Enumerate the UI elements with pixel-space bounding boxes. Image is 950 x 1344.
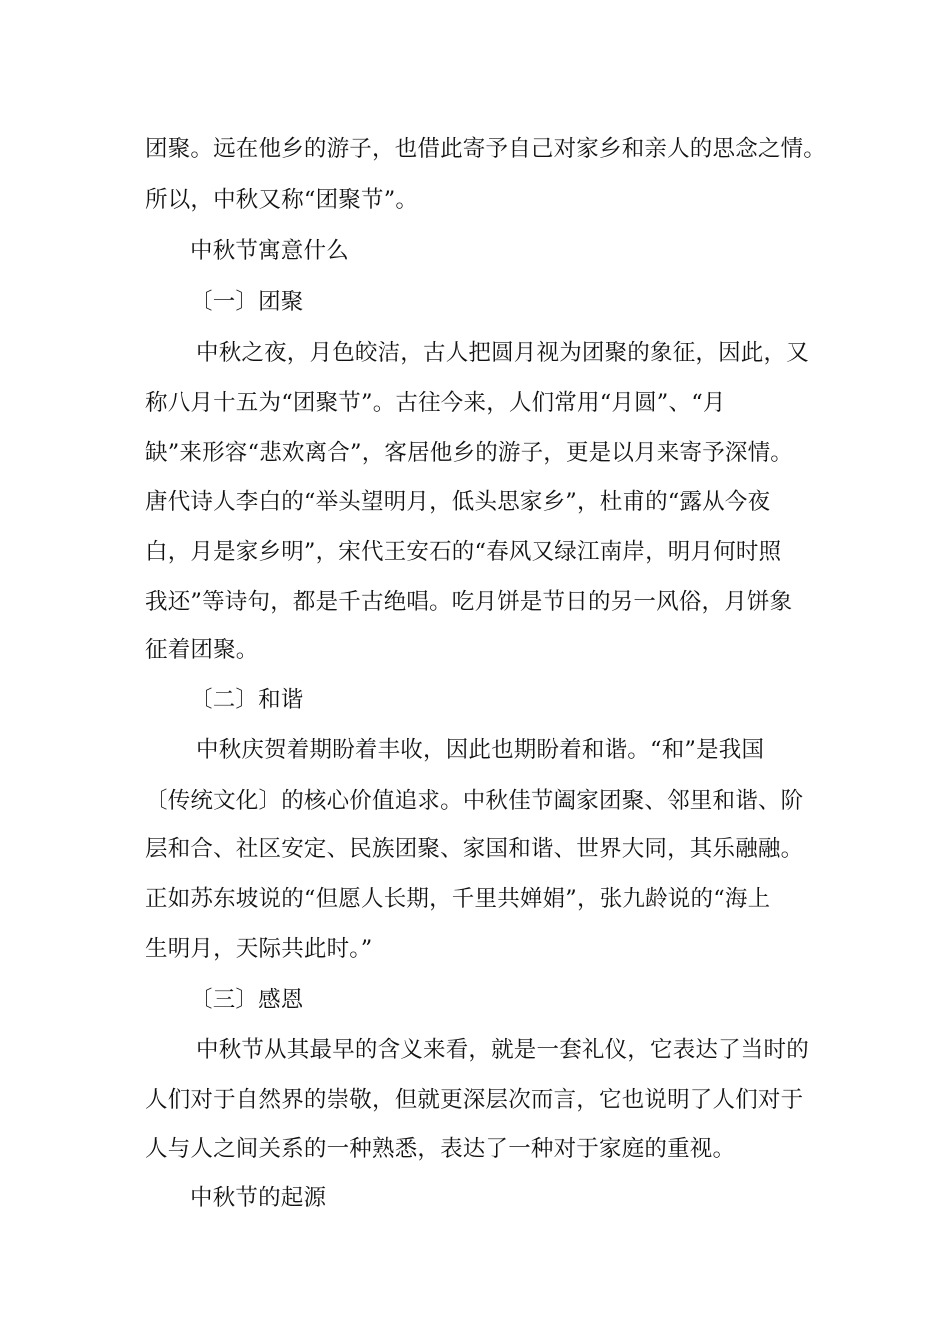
subsection-heading-2: 〔二〕和谐	[190, 687, 304, 713]
paragraph-line: 中秋之夜，月色皎洁，古人把圆月视为团聚的象征，因此，又	[196, 340, 809, 366]
intro-line-2: 所以，中秋又称“团聚节”。	[145, 187, 419, 213]
intro-line-1: 团聚。远在他乡的游子，也借此寄予自己对家乡和亲人的思念之情。	[145, 136, 827, 162]
paragraph-line: 人们对于自然界的崇敬，但就更深层次而言，它也说明了人们对于	[145, 1087, 804, 1113]
paragraph-line: 我还”等诗句，都是千古绝唱。吃月饼是节日的另一风俗，月饼象	[145, 589, 793, 615]
paragraph-line: 〔传统文化〕的核心价值追求。中秋佳节阖家团聚、邻里和谐、阶	[145, 788, 804, 814]
paragraph-line: 层和合、社区安定、民族团聚、家国和谐、世界大同，其乐融融。	[145, 836, 804, 862]
paragraph-line: 唐代诗人李白的“举头望明月，低头思家乡”，杜甫的“露从今夜	[145, 489, 771, 515]
section-title: 中秋节寓意什么	[190, 238, 349, 264]
subsection-heading-3: 〔三〕感恩	[190, 987, 304, 1013]
paragraph-line: 白，月是家乡明”，宋代王安石的“春风又绿江南岸，明月何时照	[145, 539, 782, 565]
paragraph-line: 中秋节从其最早的含义来看，就是一套礼仪，它表达了当时的	[196, 1037, 809, 1063]
paragraph-line: 称八月十五为“团聚节”。古往今来，人们常用“月圆”、“月	[145, 390, 726, 416]
paragraph-line: 中秋庆贺着期盼着丰收，因此也期盼着和谐。“和”是我国	[196, 737, 765, 763]
paragraph-line: 正如苏东坡说的“但愿人长期，千里共婵娟”，张九龄说的“海上	[145, 886, 771, 912]
subsection-heading-1: 〔一〕团聚	[190, 289, 304, 315]
closing-section-title: 中秋节的起源	[190, 1185, 327, 1211]
paragraph-line: 缺”来形容“悲欢离合”，客居他乡的游子，更是以月来寄予深情。	[145, 440, 794, 466]
paragraph-line: 征着团聚。	[145, 637, 259, 663]
paragraph-line: 人与人之间关系的一种熟悉，表达了一种对于家庭的重视。	[145, 1136, 736, 1162]
paragraph-line: 生明月，天际共此时。”	[145, 936, 373, 962]
